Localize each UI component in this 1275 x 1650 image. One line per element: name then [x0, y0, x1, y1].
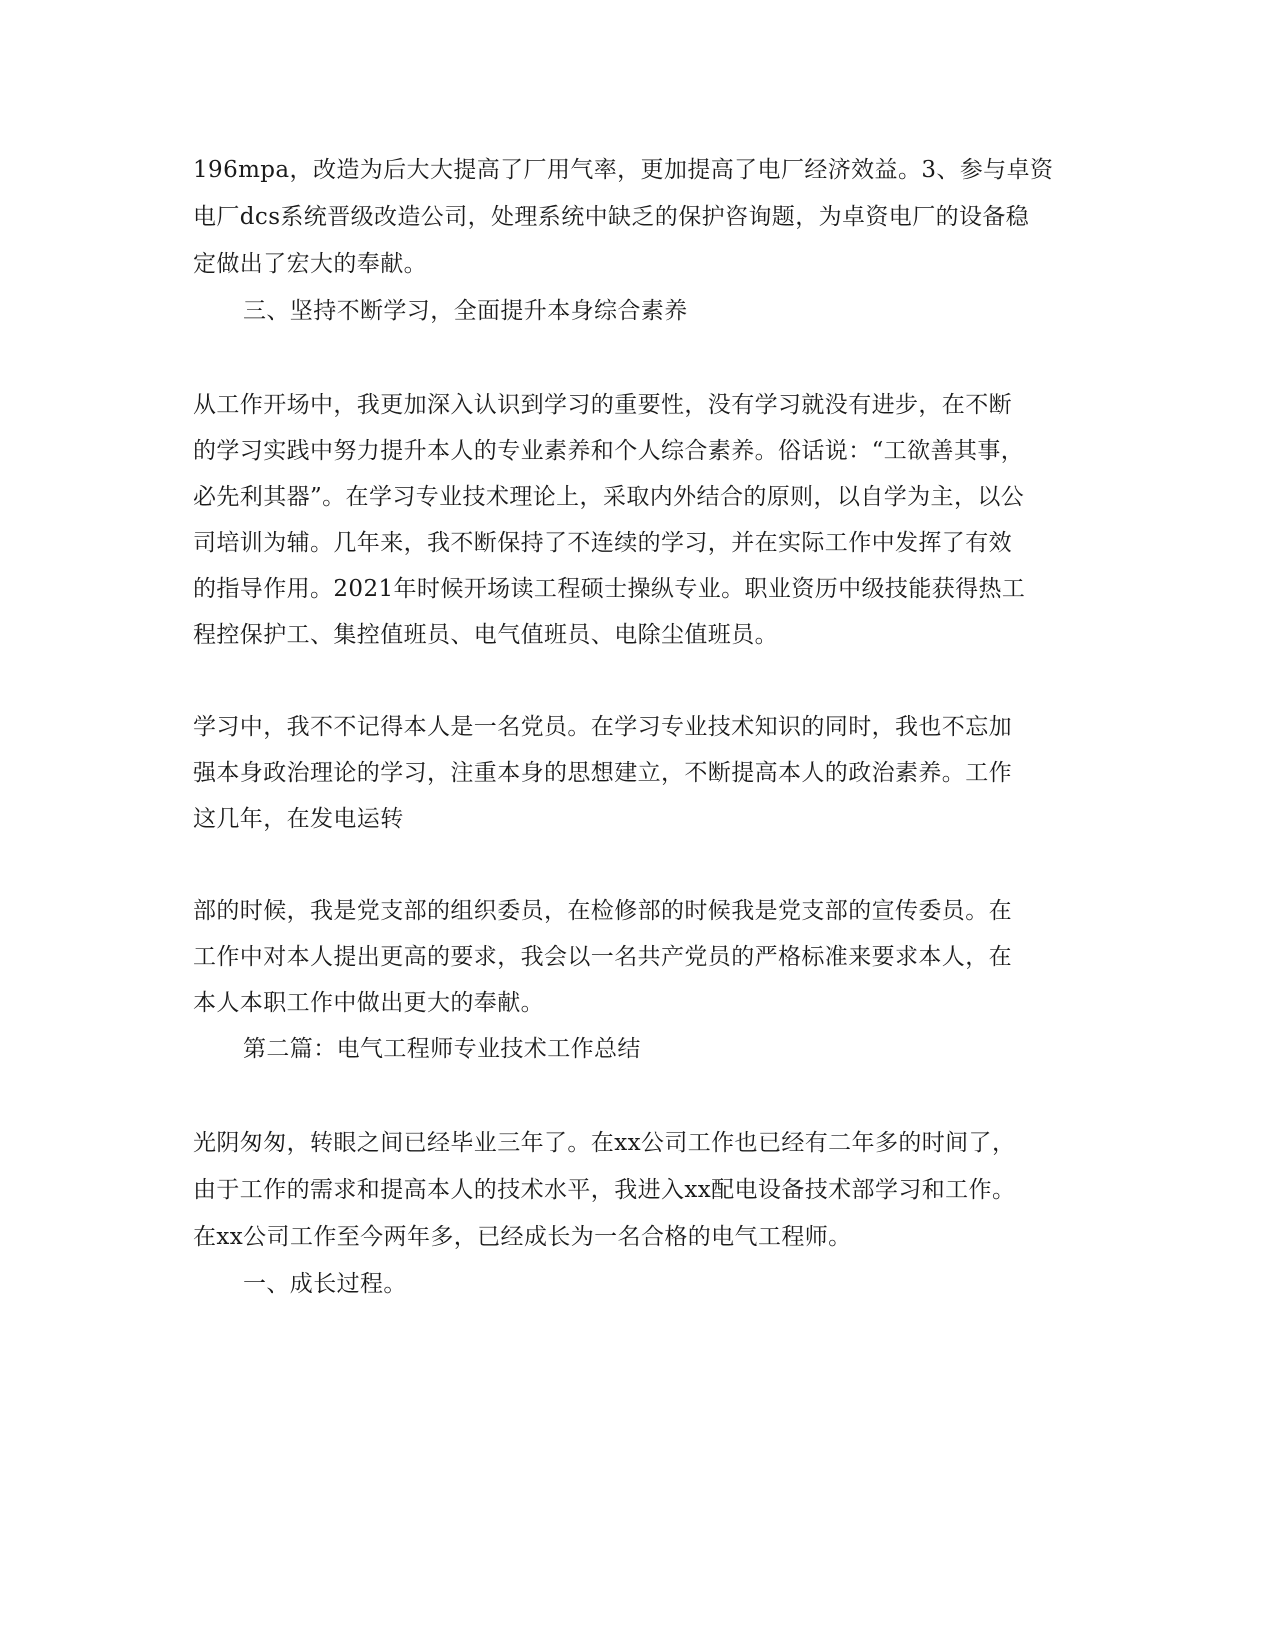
body-text-line: 程控保护工、集控值班员、电气值班员、电除尘值班员。	[193, 622, 778, 648]
body-text-line: 部的时候，我是党支部的组织委员，在检修部的时候我是党支部的宣传委员。在	[193, 898, 1012, 924]
body-text-line: 工作中对本人提出更高的要求，我会以一名共产党员的严格标准来要求本人，在	[193, 944, 1012, 970]
body-text-line: 强本身政治理论的学习，注重本身的思想建立，不断提高本人的政治素养。工作	[193, 760, 1012, 786]
section-heading: 三、坚持不断学习，全面提升本身综合素养	[243, 298, 688, 324]
body-text-line: 电厂dcs系统晋级改造公司，处理系统中缺乏的保护咨询题，为卓资电厂的设备稳	[193, 204, 1030, 230]
body-text-line: 学习中，我不不记得本人是一名党员。在学习专业技术知识的同时，我也不忘加	[193, 714, 1012, 740]
body-text-line: 光阴匆匆，转眼之间已经毕业三年了。在xx公司工作也已经有二年多的时间了，	[193, 1130, 1016, 1156]
body-text-line: 的指导作用。2021年时候开场读工程硕士操纵专业。职业资历中级技能获得热工	[193, 576, 1026, 602]
body-text-line: 从工作开场中，我更加深入认识到学习的重要性，没有学习就没有进步，在不断	[193, 392, 1012, 418]
body-text-line: 这几年，在发电运转	[193, 806, 404, 832]
body-text-line: 由于工作的需求和提高本人的技术水平，我进入xx配电设备技术部学习和工作。	[193, 1177, 1016, 1203]
chapter-title: 第二篇：电气工程师专业技术工作总结	[243, 1036, 641, 1062]
body-text-line: 必先利其器”。在学习专业技术理论上，采取内外结合的原则，以自学为主，以公	[193, 484, 1025, 510]
body-text-line: 196mpa，改造为后大大提高了厂用气率，更加提高了电厂经济效益。3、参与卓资	[193, 157, 1054, 183]
body-text-line: 司培训为辅。几年来，我不断保持了不连续的学习，并在实际工作中发挥了有效	[193, 530, 1012, 556]
body-text-line: 定做出了宏大的奉献。	[193, 251, 427, 277]
body-text-line: 本人本职工作中做出更大的奉献。	[193, 990, 544, 1016]
body-text-line: 的学习实践中努力提升本人的专业素养和个人综合素养。俗话说：“工欲善其事，	[193, 438, 1025, 464]
section-heading: 一、成长过程。	[243, 1271, 407, 1297]
body-text-line: 在xx公司工作至今两年多，已经成长为一名合格的电气工程师。	[193, 1224, 852, 1250]
